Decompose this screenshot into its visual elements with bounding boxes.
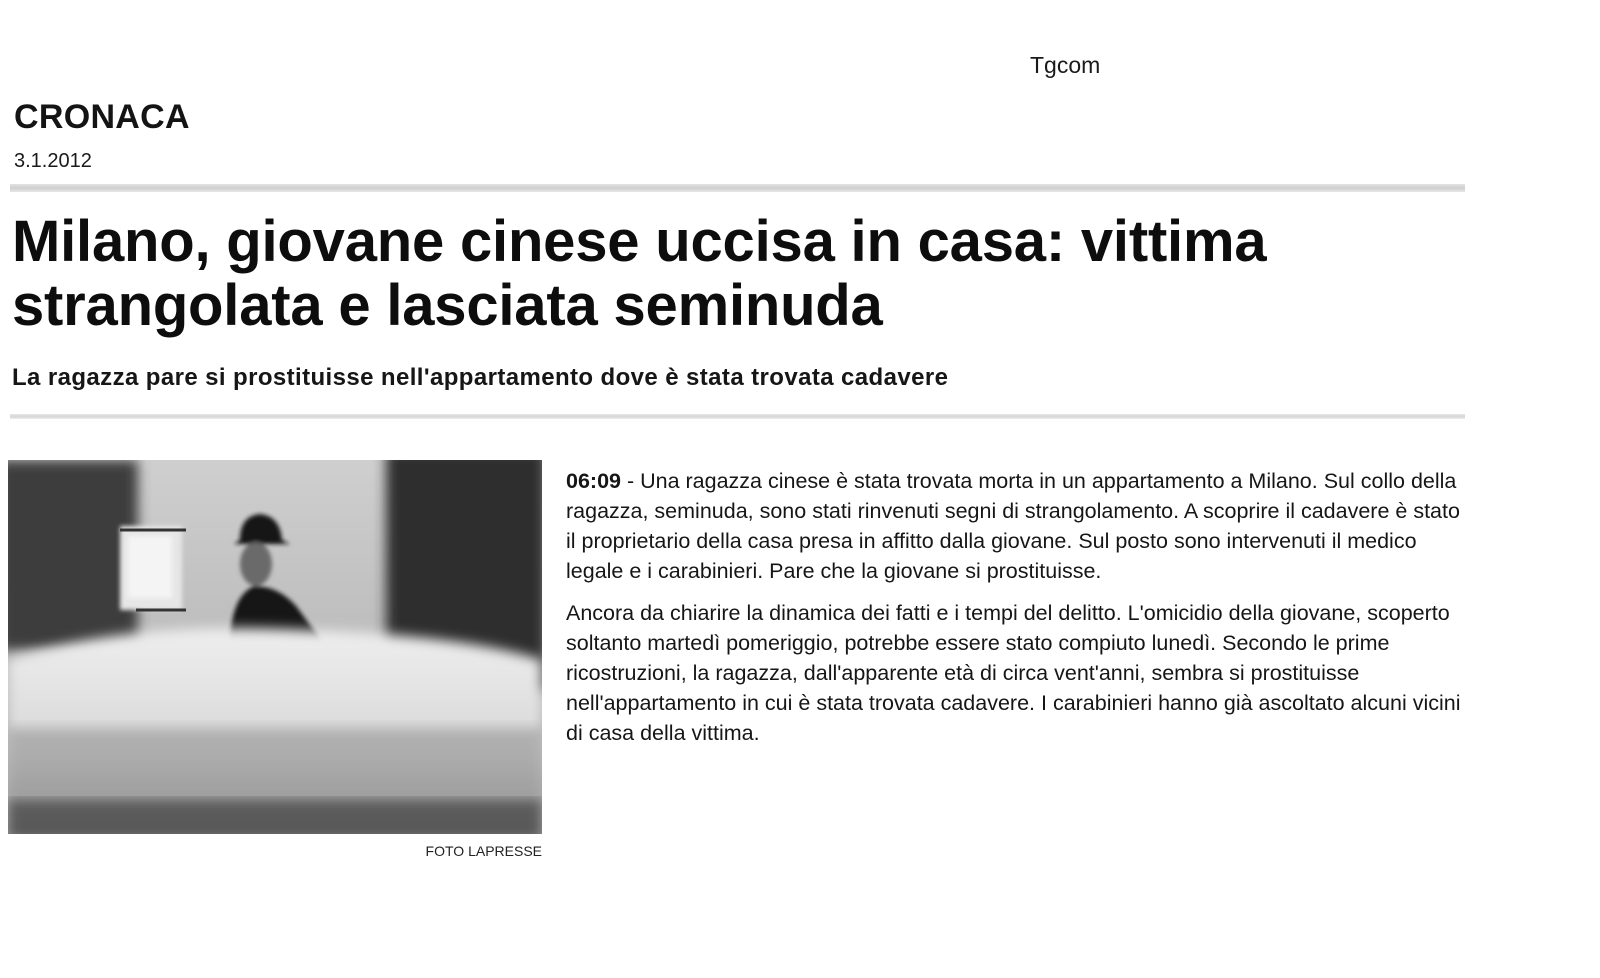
article-body bbox=[566, 466, 1466, 760]
section-title: CRONACA bbox=[14, 98, 190, 136]
article-paragraph-1 bbox=[566, 466, 1466, 586]
photo-credit: FOTO LAPRESSE bbox=[425, 843, 542, 859]
headline: Milano, giovane cinese uccisa in casa: vittima strangolata e lasciata seminuda bbox=[12, 209, 1267, 338]
subheadline: La ragazza pare si prostituisse nell'appartamento dove è stata trovata cadavere bbox=[12, 364, 949, 391]
bottom-divider bbox=[10, 414, 1465, 419]
top-divider bbox=[10, 184, 1465, 192]
article-paragraph-2: Ancora da chiarire la dinamica dei fatti e i tempi del delitto. L'omicidio della giovane, scoperto soltanto martedì pomeriggio, potrebbe essere stato compiuto lunedì. Secondo le prime ricostruzioni, la ragazza, dall'apparente età di circa vent'anni, sembra si prostituisse nell'appartamento in cui è stata trovata cadavere. I carabinieri hanno già ascoltato alcuni vicini di casa della vittima. bbox=[566, 601, 1461, 745]
article-time: 06:09 bbox=[566, 469, 621, 493]
source-label: Tgcom bbox=[1030, 52, 1101, 78]
publication-date: 3.1.2012 bbox=[14, 150, 92, 172]
article-photo bbox=[8, 460, 542, 834]
article-lead: - Una ragazza cinese è stata trovata morta in un appartamento a Milano. Sul collo della ragazza, seminuda, sono stati rinvenuti segni di strangolamento. A scoprire il cadavere è stato il proprietario della casa presa in affitto dalla giovane. Sul posto sono intervenuti il medico legale e i carabinieri. Pare che la giovane si prostituisse. bbox=[566, 469, 1460, 583]
